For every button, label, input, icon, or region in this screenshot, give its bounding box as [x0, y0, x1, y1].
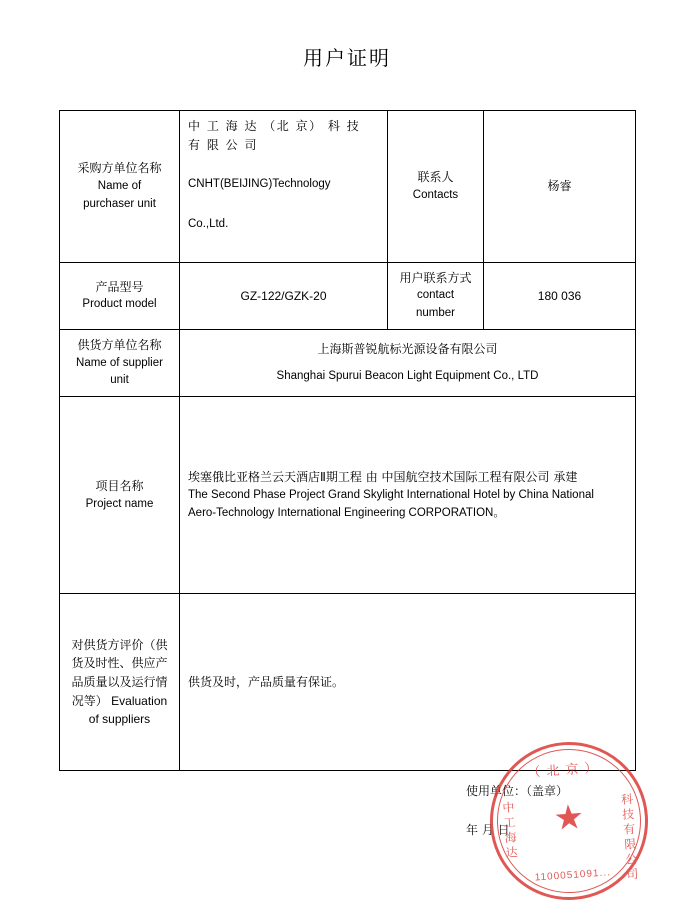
- project-value-en-2: Aero-Technology International Engineering CORPORATION。: [188, 506, 505, 519]
- signature-unit-line: 使用单位：（盖章）: [466, 784, 569, 798]
- purchaser-value-en-1: CNHT(BEIJING)Technology: [188, 178, 331, 191]
- seal-number: 1100051091...: [534, 867, 612, 884]
- seal-right-text: 科技有限公司: [619, 792, 640, 884]
- contact-number-value-cell: 180 036: [484, 262, 636, 329]
- purchaser-value-cell: [180, 111, 388, 263]
- supplier-label-en-1: Name of supplier: [76, 356, 163, 369]
- contact-number-label-cn: 用户联系方式: [399, 270, 472, 285]
- evaluation-label-cn-2: 货及时性、供应产: [71, 656, 168, 671]
- purchaser-label-en-1: Name of: [97, 179, 142, 192]
- table-row-evaluation: [60, 594, 636, 771]
- contact-number-label-en-1: contact: [416, 289, 455, 302]
- project-label-cell: [60, 397, 180, 594]
- table-row-product-model: [60, 262, 636, 329]
- supplier-label-cell: [60, 330, 180, 397]
- supplier-label-en-2: unit: [110, 374, 129, 387]
- evaluation-label-cell: [60, 594, 180, 771]
- purchaser-label-cn: 采购方单位名称: [77, 161, 162, 176]
- signature-date-line: 年 月 日: [466, 823, 510, 837]
- product-model-value-cell: GZ-122/GZK-20: [180, 262, 388, 329]
- purchaser-label-cell: [60, 111, 180, 263]
- certificate-table: [59, 110, 636, 771]
- evaluation-label-cn-3: 品质量以及运行情: [71, 674, 168, 689]
- contacts-label-en: Contacts: [412, 188, 459, 201]
- evaluation-value-cell: 供货及时，产品质量有保证。: [180, 594, 636, 771]
- project-label-en: Project name: [85, 497, 154, 510]
- contacts-value-cell: 杨睿: [484, 111, 636, 263]
- evaluation-label-cn-1: 对供货方评价（供: [71, 637, 168, 652]
- table-row-supplier: [60, 330, 636, 397]
- table-row-project: [60, 397, 636, 594]
- seal-left-text: 中工海达: [500, 800, 519, 862]
- product-model-label-cn: 产品型号: [95, 279, 144, 294]
- evaluation-label-en-2: suppliers: [102, 712, 151, 727]
- project-label-cn: 项目名称: [95, 479, 144, 494]
- purchaser-value-en-2: Co.,Ltd.: [188, 218, 229, 230]
- product-model-label-en: Product model: [82, 298, 157, 311]
- product-model-label-cell: [60, 262, 180, 329]
- project-value-en-1: The Second Phase Project Grand Skylight International Hotel by China National: [188, 488, 594, 501]
- supplier-value-en: Shanghai Spurui Beacon Light Equipment Co., LTD: [276, 370, 539, 383]
- page-title: 用户证明: [303, 46, 391, 70]
- table-row-purchaser: [60, 111, 636, 263]
- project-value-cell: [180, 397, 636, 594]
- contacts-label-cell: [388, 111, 484, 263]
- supplier-value-cn: 上海斯普锐航标光源设备有限公司: [317, 342, 498, 357]
- purchaser-value-cn: 中 工 海 达 （北 京） 科 技 有 限 公 司: [188, 119, 361, 152]
- evaluation-label-cn-4: 况等）: [71, 693, 108, 708]
- contact-number-label-en-2: number: [416, 307, 455, 320]
- project-value-cn: 埃塞俄比亚格兰云天酒店Ⅱ期工程 由 中国航空技术国际工程有限公司 承建: [188, 470, 578, 485]
- contact-number-label-cell: [388, 262, 484, 329]
- seal-arc-top: （北京）: [527, 760, 604, 781]
- supplier-value-cell: [180, 330, 636, 397]
- supplier-label-cn: 供货方单位名称: [77, 338, 162, 353]
- contacts-label-cn: 联系人: [417, 170, 454, 185]
- seal-star-icon: ★: [552, 797, 586, 838]
- evaluation-label-en-1: Evaluation of: [88, 693, 168, 727]
- signature-block: [466, 782, 666, 838]
- purchaser-label-en-2: purchaser unit: [83, 197, 156, 210]
